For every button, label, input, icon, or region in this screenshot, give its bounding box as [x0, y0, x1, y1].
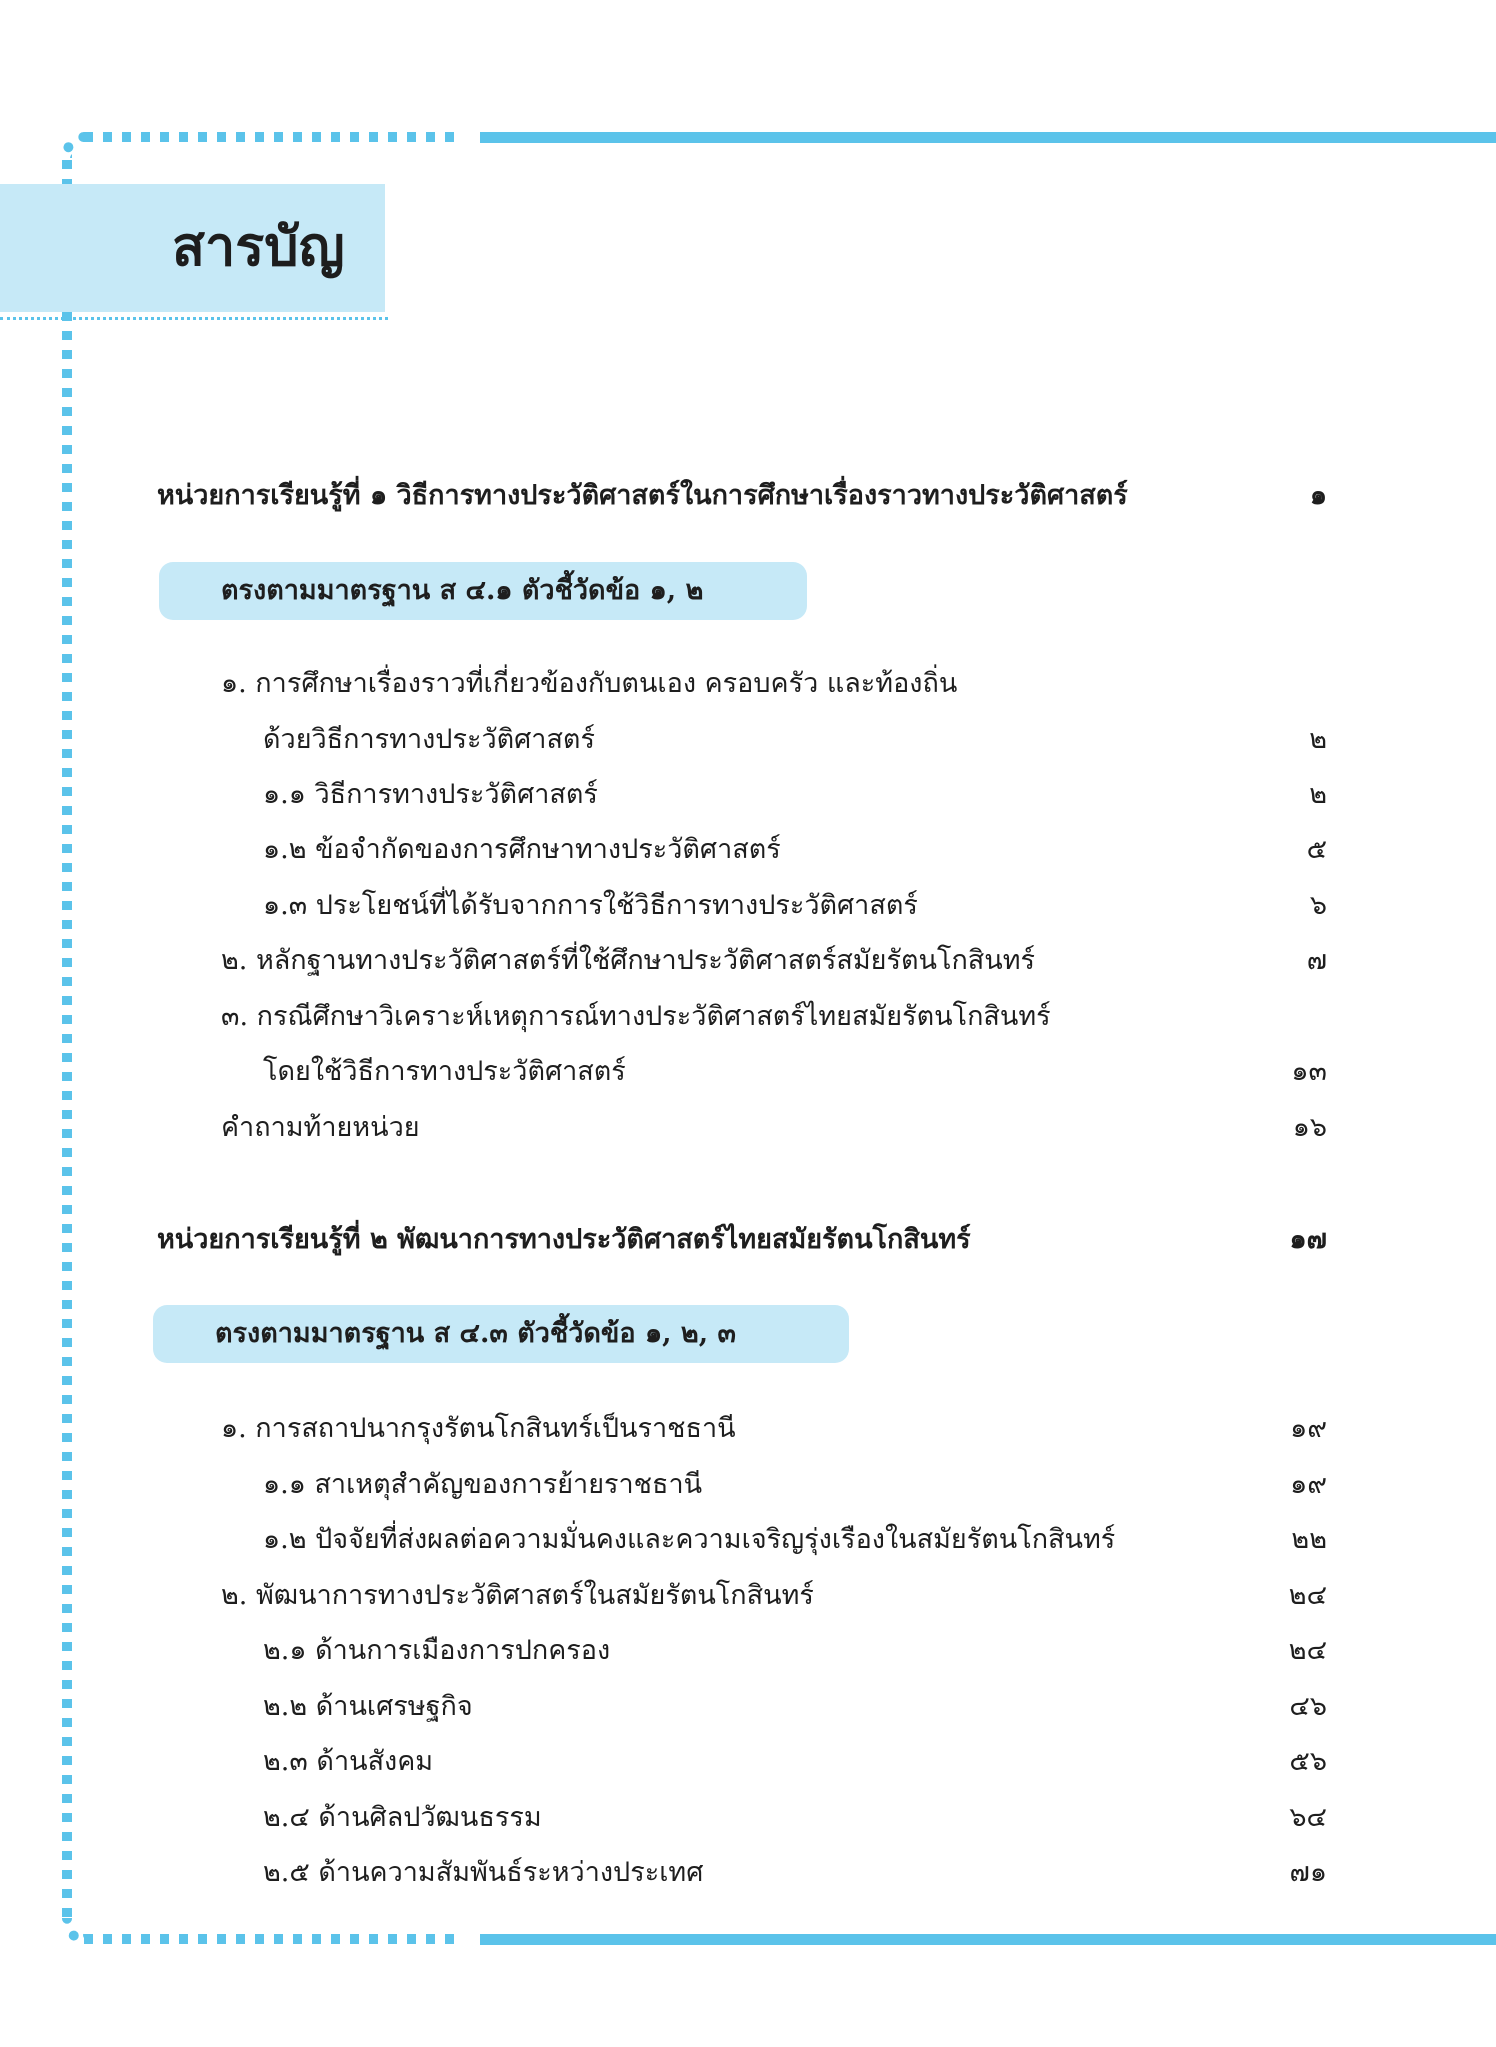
entry-page: ๒๒	[1291, 1524, 1327, 1555]
entry-page: ๖	[1309, 890, 1327, 921]
left-dotted-border	[62, 160, 72, 1922]
bottom-dotted-border	[84, 1934, 464, 1944]
entry-page: ๑๖	[1292, 1112, 1327, 1143]
unit-page: ๑๗	[1289, 1224, 1327, 1255]
entry-text: ๑.๑ สาเหตุสำคัญของการย้ายราชธานี	[263, 1469, 703, 1500]
entry-page: ๑๙	[1290, 1413, 1327, 1444]
top-dotted-border	[84, 132, 464, 142]
entry-page: ๖๔	[1289, 1802, 1327, 1833]
standard-text: ตรงตามมาตรฐาน ส ๔.๑ ตัวชี้วัดข้อ ๑, ๒	[221, 575, 704, 606]
entry-text: ๑. การสถาปนากรุงรัตนโกสินทร์เป็นราชธานี	[221, 1413, 736, 1444]
entry-text: ๒.๑ ด้านการเมืองการปกครอง	[263, 1635, 611, 1666]
unit-title: หน่วยการเรียนรู้ที่ ๒ พัฒนาการทางประวัติศาสตร์ไทยสมัยรัตนโกสินทร์	[157, 1224, 971, 1255]
entry-text: ๑.๒ ปัจจัยที่ส่งผลต่อความมั่นคงและความเจริญรุ่งเรืองในสมัยรัตนโกสินทร์	[263, 1524, 1116, 1555]
standard-badge	[153, 1305, 849, 1363]
bottom-solid-border	[480, 1934, 1496, 1945]
entry-text: ๒.๒ ด้านเศรษฐกิจ	[263, 1691, 473, 1722]
entry-page: ๒๔	[1288, 1580, 1327, 1611]
entry-text: ด้วยวิธีการทางประวัติศาสตร์	[263, 724, 595, 755]
entry-page: ๑๙	[1290, 1469, 1327, 1500]
entry-text: โดยใช้วิธีการทางประวัติศาสตร์	[263, 1056, 626, 1087]
entry-page: ๒๔	[1288, 1635, 1327, 1666]
unit-page: ๑	[1309, 480, 1327, 511]
unit-heading	[157, 476, 1327, 516]
entry-text: ๒. หลักฐานทางประวัติศาสตร์ที่ใช้ศึกษาประวัติศาสตร์สมัยรัตนโกสินทร์	[221, 945, 1036, 976]
entry-page: ๔๖	[1289, 1691, 1327, 1722]
entry-page: ๕๖	[1289, 1746, 1327, 1777]
entry-text: ๒.๕ ด้านความสัมพันธ์ระหว่างประเทศ	[263, 1857, 704, 1888]
entry-text: ๒.๔ ด้านศิลปวัฒนธรรม	[263, 1802, 542, 1833]
top-solid-border	[480, 132, 1496, 143]
entry-page: ๒	[1309, 779, 1327, 810]
entry-page: ๒	[1309, 724, 1327, 755]
entry-text: ๒.๓ ด้านสังคม	[263, 1746, 434, 1777]
entry-page: ๗	[1306, 945, 1327, 976]
standard-badge	[159, 562, 807, 620]
entry-text: ๑.๓ ประโยชน์ที่ได้รับจากการใช้วิธีการทางประวัติศาสตร์	[263, 890, 918, 921]
entry-page: ๗๑	[1289, 1857, 1327, 1888]
entry-text: คำถามท้ายหน่วย	[221, 1112, 420, 1143]
entry-text: ๒. พัฒนาการทางประวัติศาสตร์ในสมัยรัตนโกสินทร์	[221, 1580, 814, 1611]
entry-text: ๑.๑ วิธีการทางประวัติศาสตร์	[263, 779, 598, 810]
frame-corner-top	[62, 132, 88, 158]
entry-text: ๓. กรณีศึกษาวิเคราะห์เหตุการณ์ทางประวัติศาสตร์ไทยสมัยรัตนโกสินทร์	[221, 1001, 1051, 1032]
entry-page: ๕	[1306, 834, 1327, 865]
entry-text: ๑.๒ ข้อจำกัดของการศึกษาทางประวัติศาสตร์	[263, 834, 781, 865]
unit-title: หน่วยการเรียนรู้ที่ ๑ วิธีการทางประวัติศาสตร์ในการศึกษาเรื่องราวทางประวัติศาสตร์	[157, 480, 1128, 511]
standard-text: ตรงตามมาตรฐาน ส ๔.๓ ตัวชี้วัดข้อ ๑, ๒, ๓	[215, 1318, 736, 1349]
entry-page: ๑๓	[1291, 1056, 1327, 1087]
entry-text: ๑. การศึกษาเรื่องราวที่เกี่ยวข้องกับตนเอง ครอบครัว และท้องถิ่น	[221, 668, 958, 699]
unit-heading	[157, 1220, 1327, 1260]
page-title: สารบัญ	[172, 215, 345, 278]
title-underline	[0, 317, 388, 320]
